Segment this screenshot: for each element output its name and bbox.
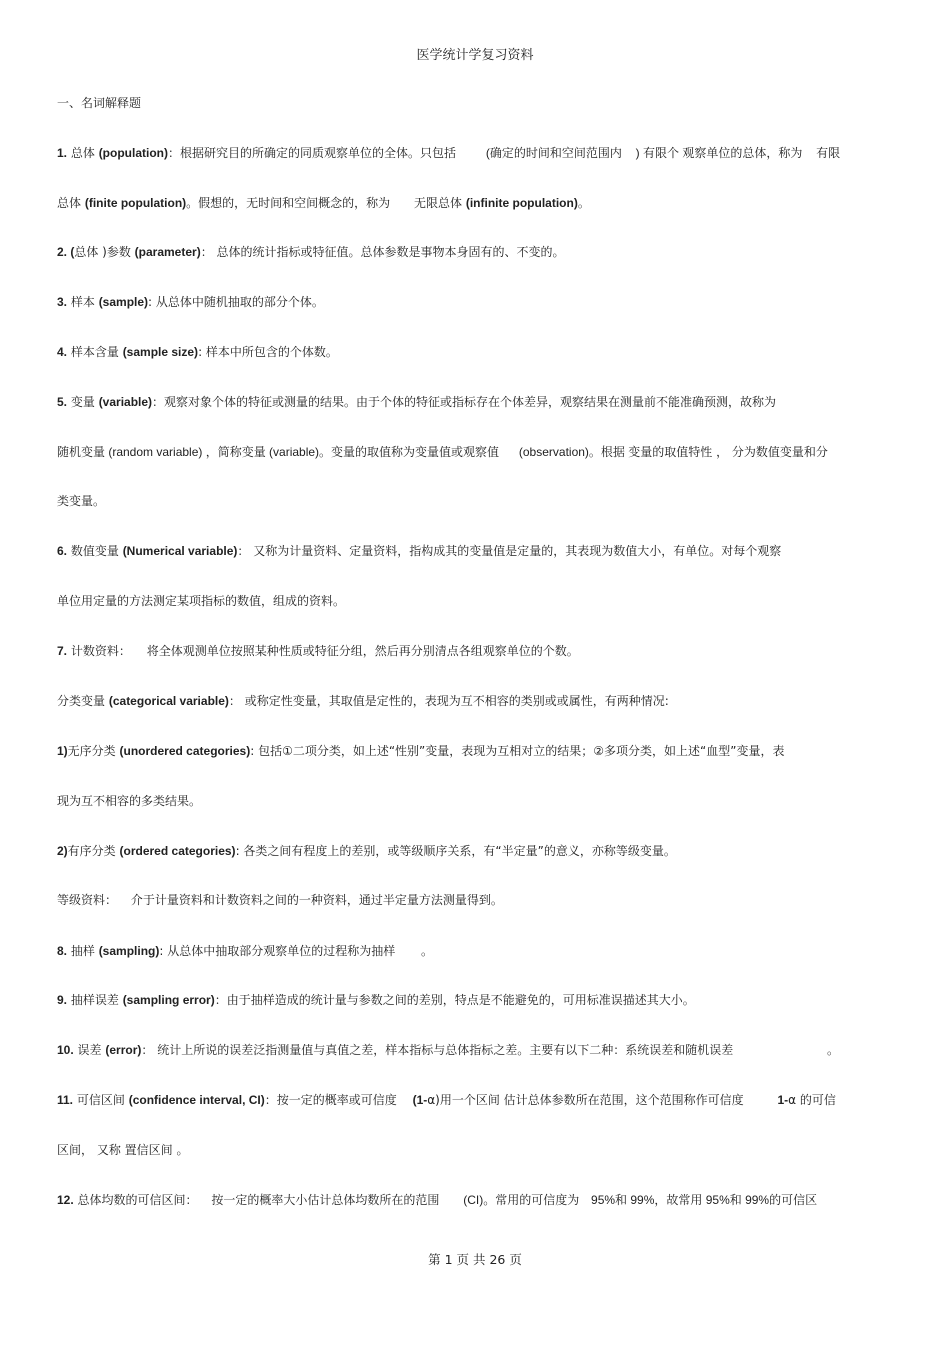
section-heading: 一、名词解释题 xyxy=(57,96,142,110)
document-title: 医学统计学复习资料 xyxy=(416,48,534,63)
definition-1-line-2: 总体 (finite population)。假想的，无时间和空间概念的，称为 无限总体 (infinite population)。 xyxy=(57,196,590,210)
definition-3: 3. 样本 (sample): 从总体中随机抽取的部分个体。 xyxy=(57,295,324,309)
definition-11-line-1: 11. 可信区间 (confidence interval, CI)：按一定的概率或可信度 (1-α)用一个区间 估计总体参数所在范围，这个范围称作可信度 1-α 的可信 xyxy=(57,1093,836,1107)
definition-2: 2. (总体 )参数 (parameter)： 总体的统计指标或特征值。总体参数是事物本身固有的、不变的。 xyxy=(57,245,565,259)
definition-8: 8. 抽样 (sampling): 从总体中抽取部分观察单位的过程称为抽样 。 xyxy=(57,944,434,958)
ranked-data-definition: 等级资料： 介于计量资料和计数资料之间的一种资料，通过半定量方法测量得到。 xyxy=(57,893,503,907)
definition-5-line-2: 随机变量 (random variable) ，简称变量 (variable)。变量的取值称为变量值或观察值 (observation)。根据 变量的取值特性 ， 分为数值变量和分 xyxy=(57,445,828,459)
definition-11-line-2: 区间， 又称 置信区间 。 xyxy=(57,1143,189,1157)
definition-7: 7. 计数资料： 将全体观测单位按照某种性质或特征分组，然后再分别清点各组观察单位的个数。 xyxy=(57,644,579,658)
unordered-categories-line-2: 现为互不相容的多类结果。 xyxy=(57,794,202,808)
definition-4: 4. 样本含量 (sample size): 样本中所包含的个体数。 xyxy=(57,345,338,359)
definition-6-line-1: 6. 数值变量 (Numerical variable)： 又称为计量资料、定量资料，指构成其的变量值是定量的，其表现为数值大小，有单位。对每个观察 xyxy=(57,544,782,558)
definition-5-line-1: 5. 变量 (variable)：观察对象个体的特征或测量的结果。由于个体的特征或指标存在个体差异，观察结果在测量前不能准确预测，故称为 xyxy=(57,395,777,409)
definition-9: 9. 抽样误差 (sampling error)：由于抽样造成的统计量与参数之间的差别，特点是不能避免的，可用标准误描述其大小。 xyxy=(57,993,695,1007)
ordered-categories-definition: 2)有序分类 (ordered categories): 各类之间有程度上的差别，或等级顺序关系，有“半定量”的意义，亦称等级变量。 xyxy=(57,844,676,858)
definition-1-line-1: 1. 总体 (population)：根据研究目的所确定的同质观察单位的全体。只包括 (确定的时间和空间范围内 ) 有限个 观察单位的总体，称为 有限 xyxy=(57,146,841,160)
definition-6-line-2: 单位用定量的方法测定某项指标的数值，组成的资料。 xyxy=(57,594,346,608)
categorical-variable-definition: 分类变量 (categorical variable)： 或称定性变量，其取值是定性的，表现为互不相容的类别或或属性，有两种情况: xyxy=(57,694,669,708)
page-footer: 第 1 页 共 26 页 xyxy=(428,1252,522,1267)
definition-10: 10. 误差 (error)： 统计上所说的误差泛指测量值与真值之差，样本指标与总体指标之差。主要有以下二种：系统误差和随机误差 。 xyxy=(57,1043,840,1057)
unordered-categories-line-1: 1)无序分类 (unordered categories): 包括①二项分类，如上述“性别”变量，表现为互相对立的结果；②多项分类，如上述“血型”变量，表 xyxy=(57,744,785,758)
definition-12: 12. 总体均数的可信区间： 按一定的概率大小估计总体均数所在的范围 (CI)。常用的可信度为 95%和 99%，故常用 95%和 99%的可信区 xyxy=(57,1193,818,1207)
definition-5-line-3: 类变量。 xyxy=(57,494,106,508)
